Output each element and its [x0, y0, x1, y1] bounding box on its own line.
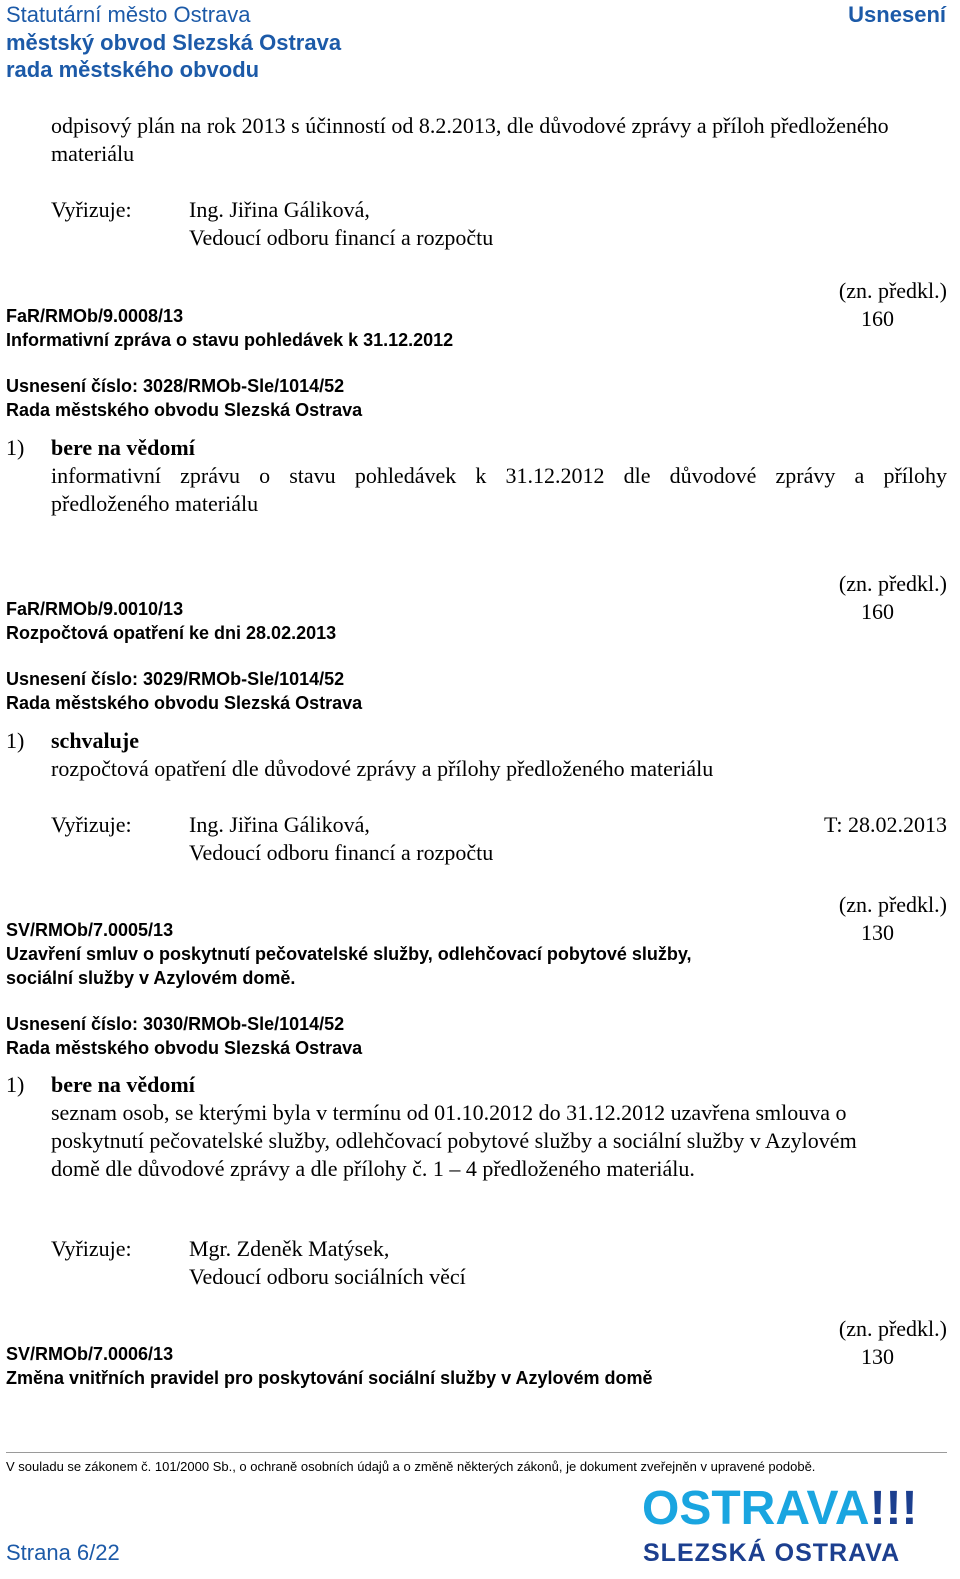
item-title-line2: sociální služby v Azylovém domě.: [6, 968, 296, 988]
deadline: T: 28.02.2013: [824, 812, 947, 837]
point-text-line2: poskytnutí pečovatelské služby, odlehčovací pobytové služby a sociální služby v Azylovém: [51, 1128, 857, 1153]
item-title: Informativní zpráva o stavu pohledávek k 31.12.2012: [6, 330, 454, 350]
point-text-line1: seznam osob, se kterými byla v termínu od 01.10.2012 do 31.12.2012 uzavřena smlouva o: [51, 1100, 847, 1125]
responsible-person-name: Ing. Jiřina Gáliková,: [189, 197, 370, 222]
point-number: 1): [6, 435, 25, 460]
zn-predkl-label: (zn. předkl.): [838, 892, 947, 917]
vyrizuje-label: Vyřizuje:: [51, 1236, 132, 1261]
resolution-body: Rada městského obvodu Slezská Ostrava: [6, 693, 363, 713]
item-code: FaR/RMOb/9.0010/13: [6, 599, 184, 619]
point-text-line2: předloženého materiálu: [51, 491, 259, 516]
item-code: SV/RMOb/7.0006/13: [6, 1344, 174, 1364]
header-city: Statutární město Ostrava: [6, 2, 251, 27]
responsible-person-name: Ing. Jiřina Gáliková,: [189, 812, 370, 837]
intro-text-line1: odpisový plán na rok 2013 s účinností od 8.2.2013, dle důvodové zprávy a příloh předloženého: [51, 113, 889, 138]
privacy-note: V souladu se zákonem č. 101/2000 Sb., o ochraně osobních údajů a o změně některých zákonů, je dokument zveřejněn v upravené podobě.: [6, 1459, 816, 1474]
responsible-person-role: Vedoucí odboru financí a rozpočtu: [189, 840, 494, 865]
resolution-number: Usnesení číslo: 3028/RMOb-Sle/1014/52: [6, 376, 345, 396]
item-code: FaR/RMOb/9.0008/13: [6, 306, 184, 326]
point-text-line1: informativní zprávu o stavu pohledávek k 31.12.2012 dle důvodové zprávy a přílohy: [51, 463, 947, 488]
point-action: bere na vědomí: [51, 435, 195, 460]
responsible-person-role: Vedoucí odboru financí a rozpočtu: [189, 225, 494, 250]
point-text-line3: domě dle důvodové zprávy a dle přílohy č. 1 – 4 předloženého materiálu.: [51, 1156, 695, 1181]
vyrizuje-label: Vyřizuje:: [51, 812, 132, 837]
zn-predkl-label: (zn. předkl.): [838, 278, 947, 303]
item-title: Rozpočtová opatření ke dni 28.02.2013: [6, 623, 337, 643]
item-title-line1: Uzavření smluv o poskytnutí pečovatelské služby, odlehčovací pobytové služby,: [6, 944, 692, 964]
item-title: Změna vnitřních pravidel pro poskytování sociální služby v Azylovém domě: [6, 1368, 653, 1388]
logo-wordmark: OSTRAVA: [642, 1482, 870, 1535]
zn-predkl-value: 160: [861, 306, 894, 331]
page-number: Strana 6/22: [6, 1540, 120, 1565]
footer-divider: [6, 1452, 947, 1453]
document-type: Usnesení: [848, 2, 946, 27]
zn-predkl-value: 130: [861, 920, 894, 945]
resolution-body: Rada městského obvodu Slezská Ostrava: [6, 400, 363, 420]
intro-text-line2: materiálu: [51, 141, 135, 166]
zn-predkl-label: (zn. předkl.): [838, 1316, 947, 1341]
responsible-person-role: Vedoucí odboru sociálních věcí: [189, 1264, 466, 1289]
point-text-line1: rozpočtová opatření dle důvodové zprávy a přílohy předloženého materiálu: [51, 756, 714, 781]
point-action: bere na vědomí: [51, 1072, 195, 1097]
point-action: schvaluje: [51, 728, 139, 753]
point-number: 1): [6, 1072, 25, 1097]
zn-predkl-label: (zn. předkl.): [838, 571, 947, 596]
ostrava-logo: [642, 1482, 918, 1535]
vyrizuje-label: Vyřizuje:: [51, 197, 132, 222]
responsible-person-name: Mgr. Zdeněk Matýsek,: [189, 1236, 390, 1261]
item-code: SV/RMOb/7.0005/13: [6, 920, 174, 940]
header-district: městský obvod Slezská Ostrava: [6, 30, 342, 55]
zn-predkl-value: 130: [861, 1344, 894, 1369]
zn-predkl-value: 160: [861, 599, 894, 624]
point-number: 1): [6, 728, 25, 753]
resolution-body: Rada městského obvodu Slezská Ostrava: [6, 1038, 363, 1058]
logo-exclamations: !!!: [869, 1482, 918, 1535]
resolution-number: Usnesení číslo: 3030/RMOb-Sle/1014/52: [6, 1014, 345, 1034]
logo-subtitle: SLEZSKÁ OSTRAVA: [643, 1539, 901, 1567]
resolution-number: Usnesení číslo: 3029/RMOb-Sle/1014/52: [6, 669, 345, 689]
header-council: rada městského obvodu: [6, 57, 260, 82]
